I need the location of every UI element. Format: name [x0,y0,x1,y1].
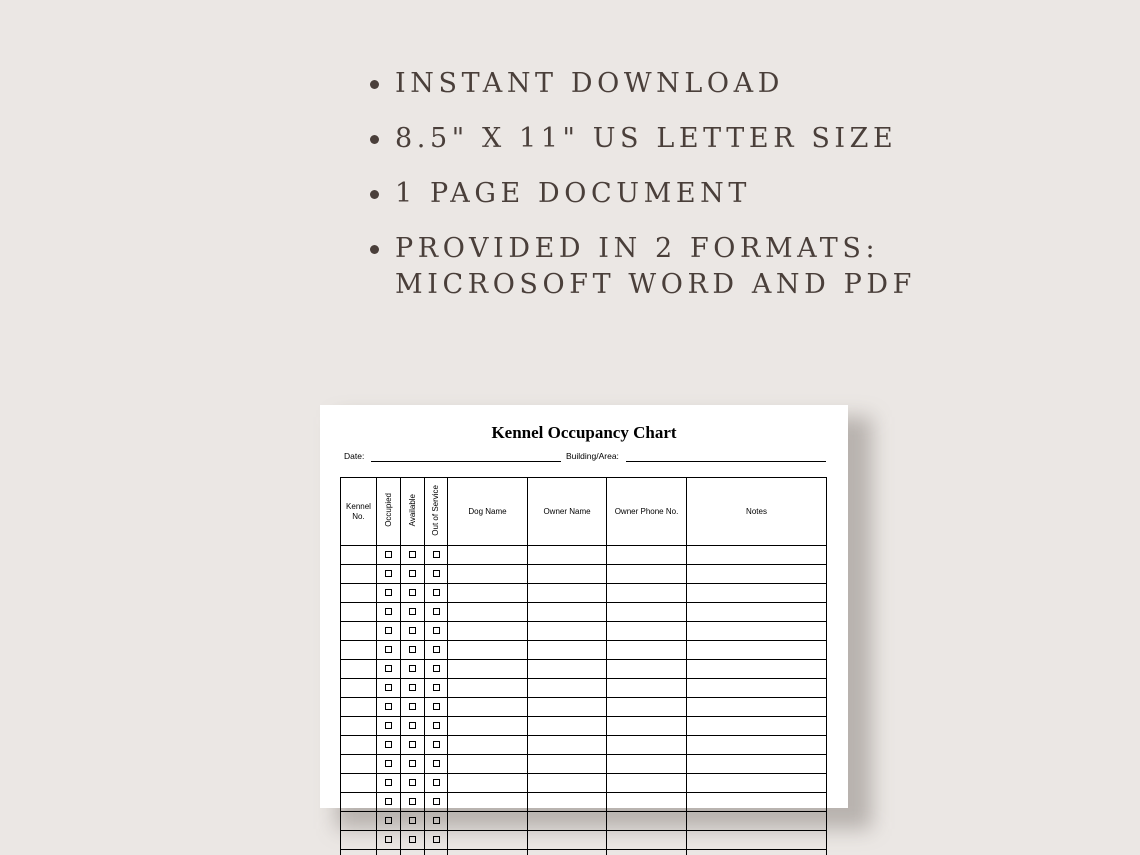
col-available-label: Available [407,493,417,527]
col-available [401,478,425,546]
table-cell [341,793,377,812]
table-cell [448,660,528,679]
col-notes: Notes [687,478,827,546]
table-cell [401,546,425,565]
table-cell [607,717,687,736]
table-row [341,641,827,660]
table-row [341,717,827,736]
table-cell [448,717,528,736]
col-kennel-no: Kennel No. [341,478,377,546]
table-cell [687,603,827,622]
date-fill-line [371,461,561,462]
available-checkbox [409,779,416,786]
feature-item [368,176,1108,212]
table-cell [528,641,607,660]
col-out-of-service-label: Out of Service [431,484,440,536]
table-row [341,812,827,831]
available-checkbox [409,608,416,615]
table-row [341,774,827,793]
occupied-checkbox [385,817,392,824]
out-of-service-checkbox [433,741,440,748]
document-meta-row [344,451,826,465]
occupied-checkbox [385,646,392,653]
table-cell [401,679,425,698]
table-row [341,850,827,855]
available-checkbox [409,741,416,748]
table-body [341,546,827,855]
table-cell [528,717,607,736]
table-cell [687,774,827,793]
table-cell [377,641,401,660]
table-cell [341,755,377,774]
table-cell [448,546,528,565]
table-cell [341,698,377,717]
table-cell [401,755,425,774]
table-cell [448,755,528,774]
table-cell [448,736,528,755]
table-cell [687,850,827,855]
table-cell [528,850,607,855]
table-cell [401,717,425,736]
out-of-service-checkbox [433,589,440,596]
table-cell [528,755,607,774]
occupied-checkbox [385,836,392,843]
col-out-of-service [425,478,448,546]
table-cell [401,812,425,831]
table-cell [377,565,401,584]
table-cell [528,793,607,812]
table-cell [377,850,401,855]
table-cell [687,698,827,717]
table-cell [607,660,687,679]
table-row [341,755,827,774]
occupied-checkbox [385,684,392,691]
available-checkbox [409,665,416,672]
table-cell [377,584,401,603]
table-cell [528,584,607,603]
table-cell [401,660,425,679]
building-fill-line [626,461,826,462]
table-cell [607,546,687,565]
table-cell [607,565,687,584]
out-of-service-checkbox [433,703,440,710]
table-cell [341,831,377,850]
col-owner-phone: Owner Phone No. [607,478,687,546]
table-cell [401,774,425,793]
table-cell [607,850,687,855]
out-of-service-checkbox [433,570,440,577]
feature-item [368,66,1108,102]
table-cell [607,812,687,831]
occupied-checkbox [385,665,392,672]
table-cell [528,831,607,850]
table-cell [528,774,607,793]
available-checkbox [409,703,416,710]
table-cell [377,717,401,736]
table-cell [401,565,425,584]
table-row [341,603,827,622]
table-cell [448,603,528,622]
table-row [341,831,827,850]
table-cell [377,755,401,774]
table-cell [341,584,377,603]
table-cell [687,717,827,736]
table-cell [425,660,448,679]
date-label: Date: [344,451,365,461]
col-occupied [377,478,401,546]
occupied-checkbox [385,741,392,748]
table-cell [425,755,448,774]
available-checkbox [409,551,416,558]
table-cell [607,755,687,774]
table-cell [607,603,687,622]
col-owner-name: Owner Name [528,478,607,546]
available-checkbox [409,722,416,729]
table-cell [377,622,401,641]
table-cell [448,622,528,641]
occupied-checkbox [385,551,392,558]
table-cell [448,793,528,812]
table-cell [425,679,448,698]
table-cell [341,603,377,622]
table-row [341,622,827,641]
table-cell [401,622,425,641]
table-cell [607,793,687,812]
occupied-checkbox [385,722,392,729]
table-cell [377,774,401,793]
table-cell [377,812,401,831]
table-cell [341,565,377,584]
table-cell [687,546,827,565]
table-row [341,565,827,584]
table-cell [341,546,377,565]
table-cell [607,698,687,717]
table-cell [687,736,827,755]
table-cell [528,603,607,622]
occupied-checkbox [385,760,392,767]
table-cell [377,736,401,755]
occupied-checkbox [385,570,392,577]
table-cell [401,793,425,812]
out-of-service-checkbox [433,798,440,805]
feature-text: PROVIDED IN 2 FORMATS: [395,233,880,264]
bullet-icon [370,80,379,89]
table-cell [425,622,448,641]
bullet-icon [370,135,379,144]
occupancy-table [340,477,827,855]
table-cell [377,698,401,717]
table-cell [528,679,607,698]
table-cell [607,622,687,641]
available-checkbox [409,570,416,577]
table-cell [425,603,448,622]
out-of-service-checkbox [433,817,440,824]
table-cell [425,584,448,603]
table-cell [377,546,401,565]
table-header-row [341,478,827,546]
table-cell [448,565,528,584]
table-cell [425,831,448,850]
table-cell [341,641,377,660]
table-cell [425,565,448,584]
occupied-checkbox [385,589,392,596]
table-cell [528,812,607,831]
bullet-icon [370,245,379,254]
available-checkbox [409,646,416,653]
table-cell [528,736,607,755]
table-row [341,546,827,565]
table-cell [528,546,607,565]
table-cell [341,774,377,793]
table-row [341,660,827,679]
table-cell [377,660,401,679]
table-cell [425,546,448,565]
col-occupied-label: Occupied [383,493,393,527]
occupied-checkbox [385,798,392,805]
table-cell [341,660,377,679]
table-cell [425,793,448,812]
table-cell [687,831,827,850]
available-checkbox [409,627,416,634]
table-cell [341,736,377,755]
available-checkbox [409,760,416,767]
table-row [341,736,827,755]
table-cell [377,831,401,850]
table-row [341,698,827,717]
table-cell [425,717,448,736]
table-cell [425,774,448,793]
feature-item [368,231,1108,303]
table-cell [448,812,528,831]
feature-text: MICROSOFT WORD AND PDF [395,269,916,300]
out-of-service-checkbox [433,760,440,767]
feature-item [368,121,1108,157]
table-cell [687,641,827,660]
out-of-service-checkbox [433,779,440,786]
table-cell [401,736,425,755]
available-checkbox [409,589,416,596]
table-cell [528,565,607,584]
occupied-checkbox [385,608,392,615]
out-of-service-checkbox [433,627,440,634]
table-cell [448,679,528,698]
out-of-service-checkbox [433,551,440,558]
table-cell [377,679,401,698]
table-cell [448,831,528,850]
building-label: Building/Area: [566,451,619,461]
table-cell [528,622,607,641]
table-row [341,584,827,603]
table-cell [401,698,425,717]
table-cell [401,603,425,622]
table-cell [687,660,827,679]
table-cell [687,755,827,774]
occupied-checkbox [385,779,392,786]
available-checkbox [409,836,416,843]
bullet-icon [370,190,379,199]
table-cell [607,831,687,850]
table-cell [607,584,687,603]
table-cell [377,793,401,812]
table-cell [377,603,401,622]
feature-text: 1 PAGE DOCUMENT [395,178,751,209]
table-cell [528,698,607,717]
table-cell [341,850,377,855]
table-cell [401,641,425,660]
table-cell [425,698,448,717]
col-dog-name: Dog Name [448,478,528,546]
table-cell [607,736,687,755]
table-cell [401,850,425,855]
table-cell [341,622,377,641]
table-cell [425,812,448,831]
out-of-service-checkbox [433,836,440,843]
table-cell [341,812,377,831]
table-cell [341,717,377,736]
table-cell [448,584,528,603]
feature-list [368,66,1108,322]
feature-text: INSTANT DOWNLOAD [395,68,785,99]
table-row [341,679,827,698]
table-cell [401,584,425,603]
table-cell [687,793,827,812]
table-cell [687,584,827,603]
table-cell [448,850,528,855]
table-cell [448,641,528,660]
table-cell [528,660,607,679]
table-cell [687,622,827,641]
table-cell [425,850,448,855]
out-of-service-checkbox [433,665,440,672]
table-cell [687,812,827,831]
occupied-checkbox [385,627,392,634]
out-of-service-checkbox [433,608,440,615]
out-of-service-checkbox [433,646,440,653]
table-cell [448,698,528,717]
out-of-service-checkbox [433,722,440,729]
table-cell [341,679,377,698]
document-preview [320,405,848,808]
available-checkbox [409,798,416,805]
table-cell [687,565,827,584]
table-cell [425,641,448,660]
available-checkbox [409,817,416,824]
occupied-checkbox [385,703,392,710]
table-cell [607,774,687,793]
table-cell [607,641,687,660]
available-checkbox [409,684,416,691]
feature-text: 8.5" X 11" US LETTER SIZE [395,123,898,154]
table-cell [687,679,827,698]
document-title: Kennel Occupancy Chart [491,423,677,442]
out-of-service-checkbox [433,684,440,691]
table-cell [607,679,687,698]
table-row [341,793,827,812]
table-cell [401,831,425,850]
table-cell [425,736,448,755]
table-cell [448,774,528,793]
